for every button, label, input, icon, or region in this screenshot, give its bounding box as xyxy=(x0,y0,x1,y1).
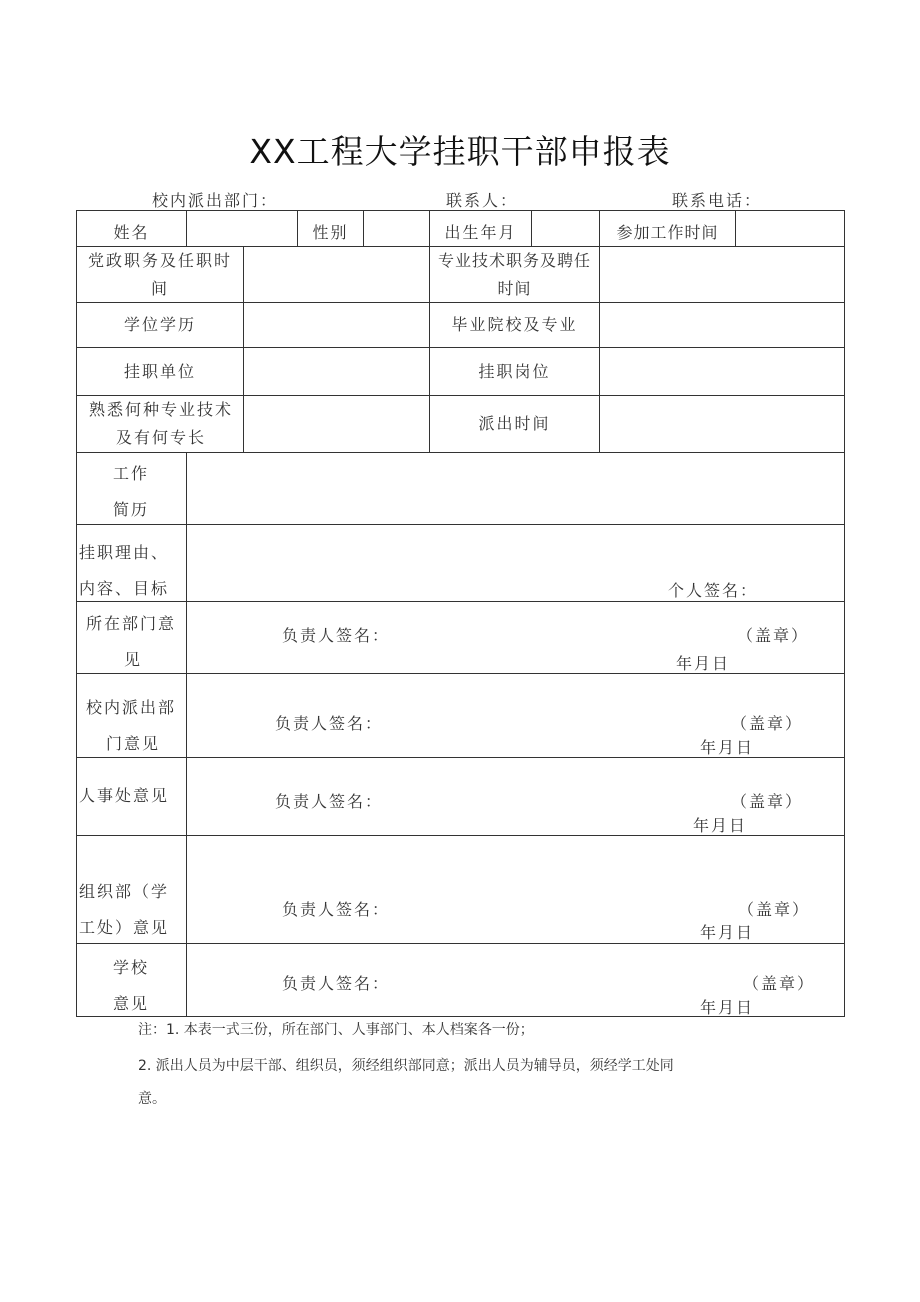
hr-date-label: 年月日 xyxy=(693,816,748,835)
birth-date-label: 出生年月 xyxy=(444,222,517,242)
hr-opinion-label: 人事处意见 xyxy=(79,786,170,805)
dispatch-time-label: 派出时间 xyxy=(478,414,551,433)
note-line-3: 意。 xyxy=(138,1091,166,1107)
party-position-field[interactable] xyxy=(244,247,429,302)
hr-seal-label: （盖章） xyxy=(731,792,804,811)
personal-signature-label: 个人签名： xyxy=(668,581,759,600)
work-start-field[interactable] xyxy=(736,211,844,246)
school-opinion-label: 学校 意见 xyxy=(113,958,150,1013)
dispatch-dept-label: 校内派出部门： xyxy=(152,191,279,210)
host-post-field[interactable] xyxy=(600,348,844,395)
page-title: XX工程大学挂职干部申报表 xyxy=(249,132,671,171)
dispatch-dept-signer-label: 负责人签名： xyxy=(275,714,384,733)
name-label: 姓名 xyxy=(113,222,150,242)
school-seal-label: （盖章） xyxy=(743,974,816,993)
host-post-label: 挂职岗位 xyxy=(478,361,551,381)
school-date-label: 年月日 xyxy=(700,998,755,1017)
name-field[interactable] xyxy=(187,211,297,246)
party-position-label: 党政职务及任职时间 xyxy=(87,251,232,298)
skills-field[interactable] xyxy=(244,396,429,452)
org-dept-date-label: 年月日 xyxy=(700,923,755,942)
tech-position-field[interactable] xyxy=(600,247,844,302)
birth-date-field[interactable] xyxy=(532,211,599,246)
dept-date-label: 年月日 xyxy=(676,654,731,673)
note-line-1: 注：1. 本表一式三份，所在部门、人事部门、本人档案各一份； xyxy=(138,1022,534,1038)
host-unit-field[interactable] xyxy=(244,348,429,395)
dispatch-dept-opinion-label: 校内派出部 门意见 xyxy=(86,698,177,753)
dept-signer-label: 负责人签名： xyxy=(282,626,391,645)
resume-field[interactable] xyxy=(187,453,844,524)
contact-person-label: 联系人： xyxy=(446,191,519,210)
tech-position-label: 专业技术职务及聘任时间 xyxy=(437,251,591,298)
dispatch-time-field[interactable] xyxy=(600,396,844,452)
reason-label: 挂职理由、 内容、目标 xyxy=(79,543,170,598)
degree-label: 学位学历 xyxy=(123,315,196,334)
org-dept-opinion-label: 组织部（学 工处）意见 xyxy=(79,882,170,937)
dept-opinion-label: 所在部门意 见 xyxy=(86,614,177,669)
work-start-label: 参加工作时间 xyxy=(616,222,719,242)
org-dept-seal-label: （盖章） xyxy=(738,900,811,919)
school-major-field[interactable] xyxy=(600,303,844,347)
school-signer-label: 负责人签名： xyxy=(282,974,391,993)
contact-phone-label: 联系电话： xyxy=(672,191,763,210)
degree-field[interactable] xyxy=(244,303,429,347)
dispatch-dept-seal-label: （盖章） xyxy=(731,714,804,733)
org-dept-signer-label: 负责人签名： xyxy=(282,900,391,919)
dispatch-dept-date-label: 年月日 xyxy=(700,738,755,757)
skills-label: 熟悉何种专业技术及有何专长 xyxy=(88,400,233,447)
school-major-label: 毕业院校及专业 xyxy=(451,315,578,334)
dept-seal-label: （盖章） xyxy=(737,626,810,645)
gender-field[interactable] xyxy=(364,211,429,246)
resume-label: 工作 简历 xyxy=(113,464,150,519)
note-line-2: 2. 派出人员为中层干部、组织员，须经组织部同意；派出人员为辅导员，须经学工处同 xyxy=(138,1058,674,1074)
host-unit-label: 挂职单位 xyxy=(123,361,196,381)
hr-signer-label: 负责人签名： xyxy=(275,792,384,811)
gender-label: 性别 xyxy=(312,222,349,242)
